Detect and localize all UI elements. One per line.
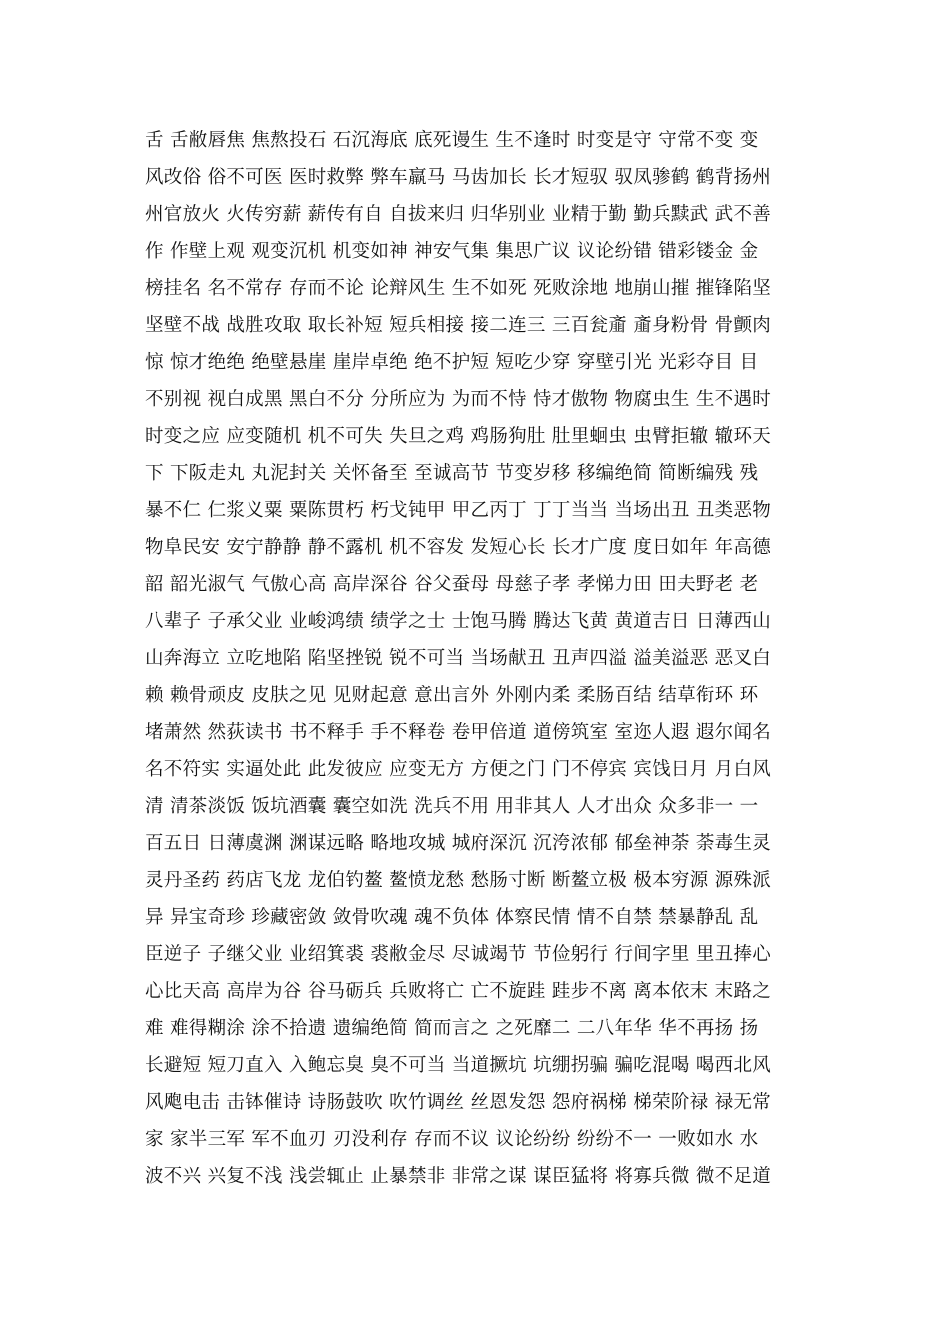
text-line: 舌 舌敝唇焦 焦熬投石 石沉海底 底死谩生 生不逢时 时变是守 守常不变 变	[145, 130, 759, 151]
text-line: 家 家半三军 军不血刃 刃没利存 存而不议 议论纷纷 纷纷不一 一败如水 水	[145, 1129, 759, 1150]
text-line: 八辈子 子承父业 业峻鸿绩 绩学之士 士饱马腾 腾达飞黄 黄道吉日 日薄西山	[145, 611, 772, 632]
text-line: 心比天高 高岸为谷 谷马砺兵 兵败将亡 亡不旋跬 跬步不离 离本依末 末路之	[145, 981, 772, 1002]
text-line: 灵丹圣药 药店飞龙 龙伯钓鳌 鳌愤龙愁 愁肠寸断 断鳌立极 极本穷源 源殊派	[145, 870, 772, 891]
text-line: 清 清茶淡饭 饭坑酒囊 囊空如洗 洗兵不用 用非其人 人才出众 众多非一 一	[145, 796, 759, 817]
text-line: 作 作壁上观 观变沉机 机变如神 神安气集 集思广议 议论纷错 错彩镂金 金	[145, 241, 759, 262]
text-line: 堵萧然 然荻读书 书不释手 手不释卷 卷甲倍道 道傍筑室 室迩人遐 遐尔闻名	[145, 722, 772, 743]
text-line: 波不兴 兴复不浅 浅尝辄止 止暴禁非 非常之谋 谋臣猛将 将寡兵微 微不足道	[145, 1166, 772, 1187]
text-line: 坚壁不战 战胜攻取 取长补短 短兵相接 接二连三 三百瓮齑 齑身粉骨 骨颤肉	[145, 315, 772, 336]
text-line: 风飑电击 击钵催诗 诗肠鼓吹 吹竹调丝 丝恩发怨 怨府祸梯 梯荣阶禄 禄无常	[145, 1092, 772, 1113]
text-line: 榜挂名 名不常存 存而不论 论辩风生 生不如死 死败涂地 地崩山摧 摧锋陷坚	[145, 278, 772, 299]
text-line: 州官放火 火传穷薪 薪传有自 自拔来归 归华别业 业精于勤 勤兵黩武 武不善	[145, 204, 772, 225]
text-line: 赖 赖骨顽皮 皮肤之见 见财起意 意出言外 外刚内柔 柔肠百结 结草衔环 环	[145, 685, 759, 706]
text-line: 难 难得糊涂 涂不拾遗 遗编绝简 简而言之 之死靡二 二八年华 华不再扬 扬	[145, 1018, 759, 1039]
text-line: 不别视 视白成黑 黑白不分 分所应为 为而不恃 恃才傲物 物腐虫生 生不遇时	[145, 389, 772, 410]
text-line: 时变之应 应变随机 机不可失 失旦之鸡 鸡肠狗肚 肚里蛔虫 虫臂拒辙 辙环天	[145, 426, 772, 447]
text-line: 名不符实 实逼处此 此发彼应 应变无方 方便之门 门不停宾 宾饯日月 月白风	[145, 759, 772, 780]
text-line: 韶 韶光淑气 气傲心高 高岸深谷 谷父蚕母 母慈子孝 孝悌力田 田夫野老 老	[145, 574, 759, 595]
text-line: 暴不仁 仁浆义粟 粟陈贯朽 朽戈钝甲 甲乙丙丁 丁丁当当 当场出丑 丑类恶物	[145, 500, 772, 521]
text-line: 臣逆子 子继父业 业绍箕裘 裘敝金尽 尽诚竭节 节俭躬行 行间字里 里丑捧心	[145, 944, 772, 965]
text-line: 百五日 日薄虞渊 渊谋远略 略地攻城 城府深沉 沉洿浓郁 郁垒神荼 荼毒生灵	[145, 833, 772, 854]
text-line: 风改俗 俗不可医 医时救弊 弊车羸马 马齿加长 长才短驭 驭凤骖鹤 鹤背扬州	[145, 167, 772, 188]
text-line: 长避短 短刀直入 入鲍忘臭 臭不可当 当道撅坑 坑绷拐骗 骗吃混喝 喝西北风	[145, 1055, 772, 1076]
text-line: 惊 惊才绝绝 绝壁悬崖 崖岸卓绝 绝不护短 短吃少穿 穿壁引光 光彩夺目 目	[145, 352, 759, 373]
idiom-chain-text	[145, 122, 815, 1195]
text-line: 物阜民安 安宁静静 静不露机 机不容发 发短心长 长才广度 度日如年 年高德	[145, 537, 772, 558]
text-line: 异 异宝奇珍 珍藏密敛 敛骨吹魂 魂不负体 体察民情 情不自禁 禁暴静乱 乱	[145, 907, 759, 928]
text-line: 山奔海立 立吃地陷 陷坚挫锐 锐不可当 当场献丑 丑声四溢 溢美溢恶 恶叉白	[145, 648, 772, 669]
text-line: 下 下阪走丸 丸泥封关 关怀备至 至诚高节 节变岁移 移编绝简 简断编残 残	[145, 463, 759, 484]
